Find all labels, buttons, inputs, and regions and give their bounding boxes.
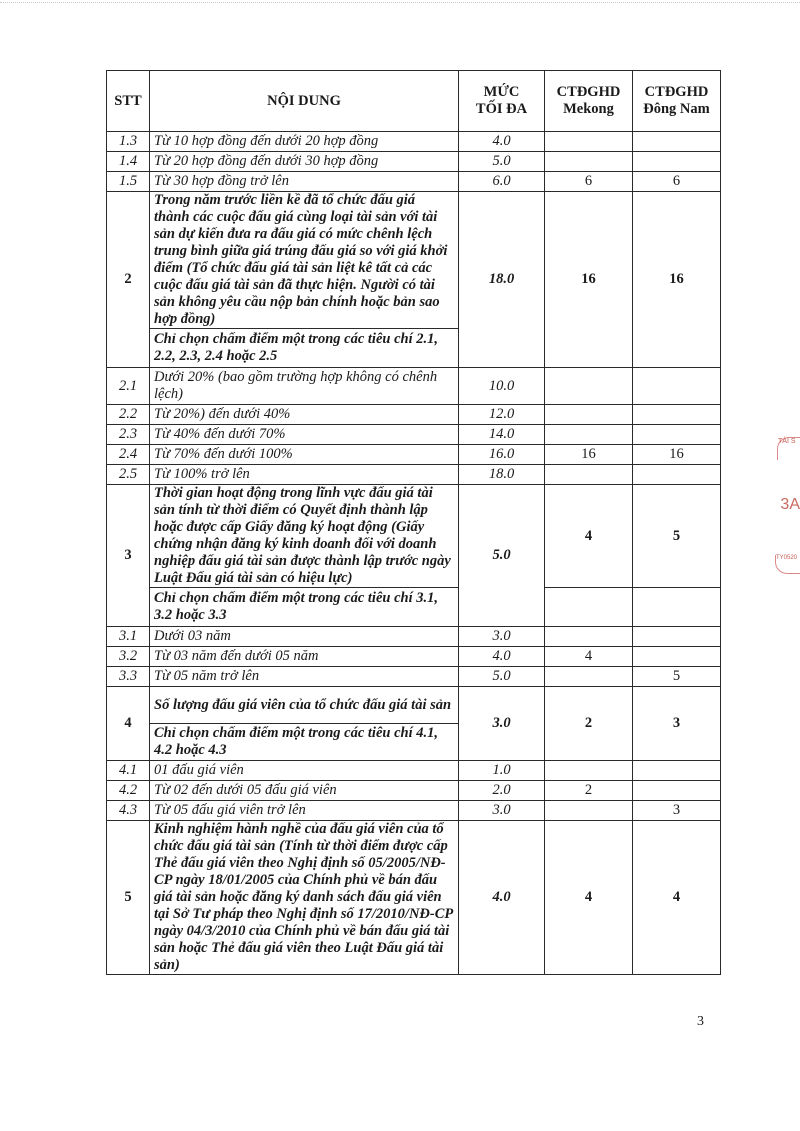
row-max: 14.0: [459, 425, 545, 445]
row-mekong: 4: [545, 821, 633, 975]
row-mekong: [545, 405, 633, 425]
row-dong-nam: 3: [633, 801, 721, 821]
row-mekong: 4: [545, 485, 633, 588]
row-stt: 1.3: [107, 132, 150, 152]
row-max: 1.0: [459, 761, 545, 781]
table-row-criterion-3: [107, 485, 721, 588]
row-mekong: [545, 132, 633, 152]
row-dong-nam: [633, 761, 721, 781]
row-note: Chỉ chọn chấm điểm một trong các tiêu chí 4.1, 4.2 hoặc 4.3: [150, 724, 459, 761]
row-content: Thời gian hoạt động trong lĩnh vực đấu giá tài sản tính từ thời điểm có Quyết định thành lập hoặc được cấp Giấy đăng ký hoạt động (Giấy chứng nhận đăng ký kinh doanh đối với doanh nghiệp đấu giá tài sản được thành lập trước ngày Luật Đấu giá tài sản có hiệu lực): [150, 485, 459, 588]
row-stt: 2.4: [107, 445, 150, 465]
row-content: Dưới 20% (bao gồm trường hợp không có chênh lệch): [150, 368, 459, 405]
row-max: 18.0: [459, 465, 545, 485]
header-content: NỘI DUNG: [150, 71, 459, 132]
row-max: 10.0: [459, 368, 545, 405]
row-stt: 1.4: [107, 152, 150, 172]
table-row: [107, 465, 721, 485]
row-mekong: [545, 425, 633, 445]
row-stt: 3.2: [107, 647, 150, 667]
table-row: [107, 667, 721, 687]
row-mekong: [545, 368, 633, 405]
row-mekong-note-empty: [545, 588, 633, 627]
row-stt: 2.5: [107, 465, 150, 485]
row-dong-nam: [633, 627, 721, 647]
table-row: [107, 152, 721, 172]
row-dong-nam: 4: [633, 821, 721, 975]
table-row: [107, 425, 721, 445]
row-dong-nam: [633, 368, 721, 405]
row-stt: 3.3: [107, 667, 150, 687]
row-dong-nam: 16: [633, 192, 721, 368]
scan-edge-artifact: [0, 2, 800, 9]
table-header-row: [107, 71, 721, 132]
table-row: [107, 368, 721, 405]
row-stt: 2: [107, 192, 150, 368]
row-content: Số lượng đấu giá viên của tổ chức đấu giá tài sản: [150, 687, 459, 724]
row-max: 3.0: [459, 687, 545, 761]
header-max-score: MỨC TỐI ĐA: [459, 71, 545, 132]
row-max: 5.0: [459, 152, 545, 172]
row-dong-nam: [633, 647, 721, 667]
row-max: 3.0: [459, 801, 545, 821]
row-content: Từ 10 hợp đồng đến dưới 20 hợp đồng: [150, 132, 459, 152]
row-mekong: 4: [545, 647, 633, 667]
row-dong-nam: 3: [633, 687, 721, 761]
row-content: Từ 30 hợp đồng trở lên: [150, 172, 459, 192]
row-content: Từ 20%) đến dưới 40%: [150, 405, 459, 425]
table-row: [107, 405, 721, 425]
row-mekong: [545, 761, 633, 781]
row-dong-nam: [633, 781, 721, 801]
stamp-fragment-bottom: TY0520: [775, 555, 800, 574]
row-stt: 4.3: [107, 801, 150, 821]
row-stt: 4.2: [107, 781, 150, 801]
table-row-criterion-4: [107, 687, 721, 724]
row-max: 12.0: [459, 405, 545, 425]
row-dong-nam: 16: [633, 445, 721, 465]
row-stt: 2.1: [107, 368, 150, 405]
row-mekong: 16: [545, 192, 633, 368]
table-row: [107, 781, 721, 801]
row-stt: 2.3: [107, 425, 150, 445]
row-mekong: [545, 465, 633, 485]
row-max: 18.0: [459, 192, 545, 368]
row-dong-nam: [633, 465, 721, 485]
row-max: 4.0: [459, 647, 545, 667]
stamp-fragment-top: TÀI S: [777, 437, 800, 460]
row-dong-nam: [633, 405, 721, 425]
row-content: Từ 05 đấu giá viên trở lên: [150, 801, 459, 821]
row-stt: 4.1: [107, 761, 150, 781]
row-stt: 3: [107, 485, 150, 627]
row-max: 4.0: [459, 132, 545, 152]
row-mekong: [545, 667, 633, 687]
table-row: [107, 627, 721, 647]
row-stt: 5: [107, 821, 150, 975]
stamp-fragment-middle: 3A: [780, 496, 800, 513]
row-content: 01 đấu giá viên: [150, 761, 459, 781]
scoring-table: [106, 70, 721, 975]
row-dong-nam: 5: [633, 485, 721, 588]
header-org-mekong: CTĐGHD Mekong: [545, 71, 633, 132]
table-row: [107, 801, 721, 821]
row-stt: 4: [107, 687, 150, 761]
table-row: [107, 761, 721, 781]
table-row: [107, 647, 721, 667]
row-mekong: [545, 152, 633, 172]
row-content: Trong năm trước liền kề đã tổ chức đấu giá thành các cuộc đấu giá cùng loại tài sản với tài sản dự kiến đưa ra đấu giá có mức chênh lệch trung bình giữa giá trúng đấu giá so với giá khởi điểm (Tổ chức đấu giá tài sản liệt kê tất cả các cuộc đấu giá tài sản đã thực hiện. Người có tài sản không yêu cầu nộp bản chính hoặc bản sao hợp đồng): [150, 192, 459, 329]
row-content: Từ 40% đến dưới 70%: [150, 425, 459, 445]
row-mekong: 2: [545, 781, 633, 801]
row-dong-nam: [633, 152, 721, 172]
row-note: Chỉ chọn chấm điểm một trong các tiêu chí 2.1, 2.2, 2.3, 2.4 hoặc 2.5: [150, 329, 459, 368]
row-mekong: 16: [545, 445, 633, 465]
row-content: Từ 02 đến dưới 05 đấu giá viên: [150, 781, 459, 801]
row-mekong: 2: [545, 687, 633, 761]
row-max: 2.0: [459, 781, 545, 801]
row-max: 3.0: [459, 627, 545, 647]
row-dong-nam-note-empty: [633, 588, 721, 627]
row-max: 16.0: [459, 445, 545, 465]
row-max: 4.0: [459, 821, 545, 975]
row-note: Chỉ chọn chấm điểm một trong các tiêu chí 3.1, 3.2 hoặc 3.3: [150, 588, 459, 627]
page-number: 3: [697, 1014, 704, 1029]
row-dong-nam: [633, 425, 721, 445]
row-stt: 1.5: [107, 172, 150, 192]
row-content: Từ 05 năm trở lên: [150, 667, 459, 687]
row-mekong: [545, 801, 633, 821]
row-max: 6.0: [459, 172, 545, 192]
header-stt: STT: [107, 71, 150, 132]
table-row: [107, 445, 721, 465]
row-max: 5.0: [459, 485, 545, 627]
table-row: [107, 172, 721, 192]
row-content: Dưới 03 năm: [150, 627, 459, 647]
table-row-criterion-5: [107, 821, 721, 975]
table-row: [107, 132, 721, 152]
row-max: 5.0: [459, 667, 545, 687]
row-content: Từ 70% đến dưới 100%: [150, 445, 459, 465]
row-dong-nam: 6: [633, 172, 721, 192]
table-row-criterion-3-note: [107, 588, 721, 627]
row-stt: 2.2: [107, 405, 150, 425]
table-row-criterion-2: [107, 192, 721, 329]
header-org-dong-nam: CTĐGHD Đông Nam: [633, 71, 721, 132]
row-stt: 3.1: [107, 627, 150, 647]
row-content: Từ 20 hợp đồng đến dưới 30 hợp đồng: [150, 152, 459, 172]
row-mekong: [545, 627, 633, 647]
row-content: Từ 03 năm đến dưới 05 năm: [150, 647, 459, 667]
row-mekong: 6: [545, 172, 633, 192]
row-content: Kinh nghiệm hành nghề của đấu giá viên của tổ chức đấu giá tài sản (Tính từ thời điểm được cấp Thẻ đấu giá viên theo Nghị định số 05/2005/NĐ-CP ngày 18/01/2005 của Chính phủ về bán đấu giá tài sản hoặc đăng ký danh sách đấu giá viên tại Sở Tư pháp theo Nghị định số 17/2010/NĐ-CP ngày 04/3/2010 của Chính phủ về bán đấu giá tài sản hoặc Thẻ đấu giá viên theo Luật Đấu giá tài sản): [150, 821, 459, 975]
row-content: Từ 100% trở lên: [150, 465, 459, 485]
row-dong-nam: [633, 132, 721, 152]
row-dong-nam: 5: [633, 667, 721, 687]
